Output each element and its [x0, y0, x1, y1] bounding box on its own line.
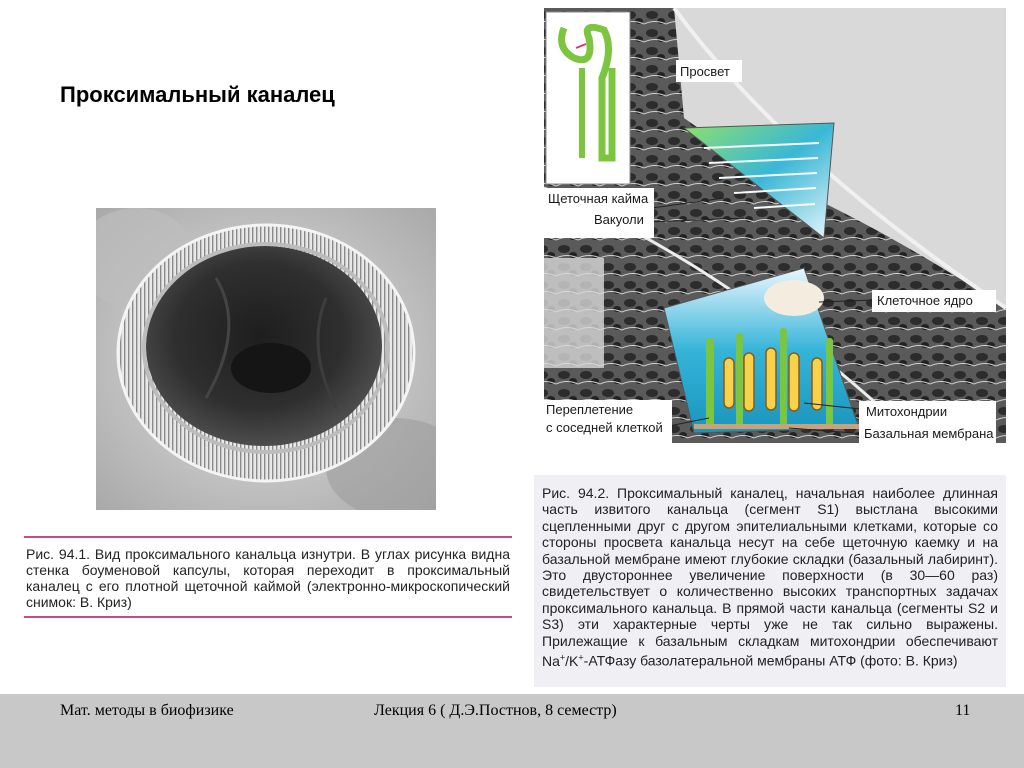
caption-k: /K: [565, 652, 579, 669]
slide-title: Проксимальный каналец: [60, 82, 335, 107]
caption-k-plus: +: [578, 652, 584, 663]
label-interlacing-2: с соседней клеткой: [546, 420, 663, 435]
sem-micrograph: [96, 208, 436, 510]
label-basal-membrane: Базальная мембрана: [864, 426, 994, 441]
label-mitochondria: Митохондрии: [866, 404, 948, 419]
page-number: 11: [955, 702, 971, 719]
proximal-tubule-diagram: [534, 8, 1006, 473]
caption-right-tail: -АТФазу базолатеральной мембраны АТФ (фото: В. Криз): [583, 652, 958, 669]
caption-right-ion: [542, 653, 584, 669]
label-lumen: Просвет: [680, 64, 730, 79]
label-brush-border: Щеточная кайма: [548, 191, 649, 206]
footer-course: Мат. методы в биофизике: [60, 702, 234, 719]
figure-left-caption: Рис. 94.1. Вид проксимального канальца изнутри. В углах рисунка видна стенка боуменовой капсулы, которая переходит в проксимальный каналец с его плотной щеточной каймой (электронно-микроскопический снимок: В. Криз): [24, 536, 512, 618]
label-nucleus: Клеточное ядро: [877, 293, 973, 308]
label-vacuoles: Вакуоли: [594, 212, 644, 227]
slide-footer: [0, 694, 1024, 768]
caption-na: Na: [542, 652, 560, 669]
footer-lecture: Лекция 6 ( Д.Э.Постнов, 8 семестр): [374, 702, 617, 719]
caption-right-main: Рис. 94.2. Проксимальный каналец, начальная наиболее длинная часть извитого канальца (сегмент S1) выстлана высокими сцепленными друг с другом эпителиальными клетками, которые со стороны просвета канальца несут на себе щеточную каемку и на базальной мембране имеют глубокие складки (базальный лабиринт). Это двустороннее увеличение поверхности (в 30—60 раз) свидетельствует о количественно высоких транспортных задачах проксимального канальца. В прямой части канальца (сегменты S2 и S3) эти характерные черты уже не так сильно выражены. Прилежащие к базальным складкам митохондрии обеспечивают: [542, 485, 998, 649]
label-interlacing-1: Переплетение: [546, 402, 634, 417]
caption-na-plus: +: [559, 652, 566, 663]
figure-right-caption: [534, 475, 1006, 687]
